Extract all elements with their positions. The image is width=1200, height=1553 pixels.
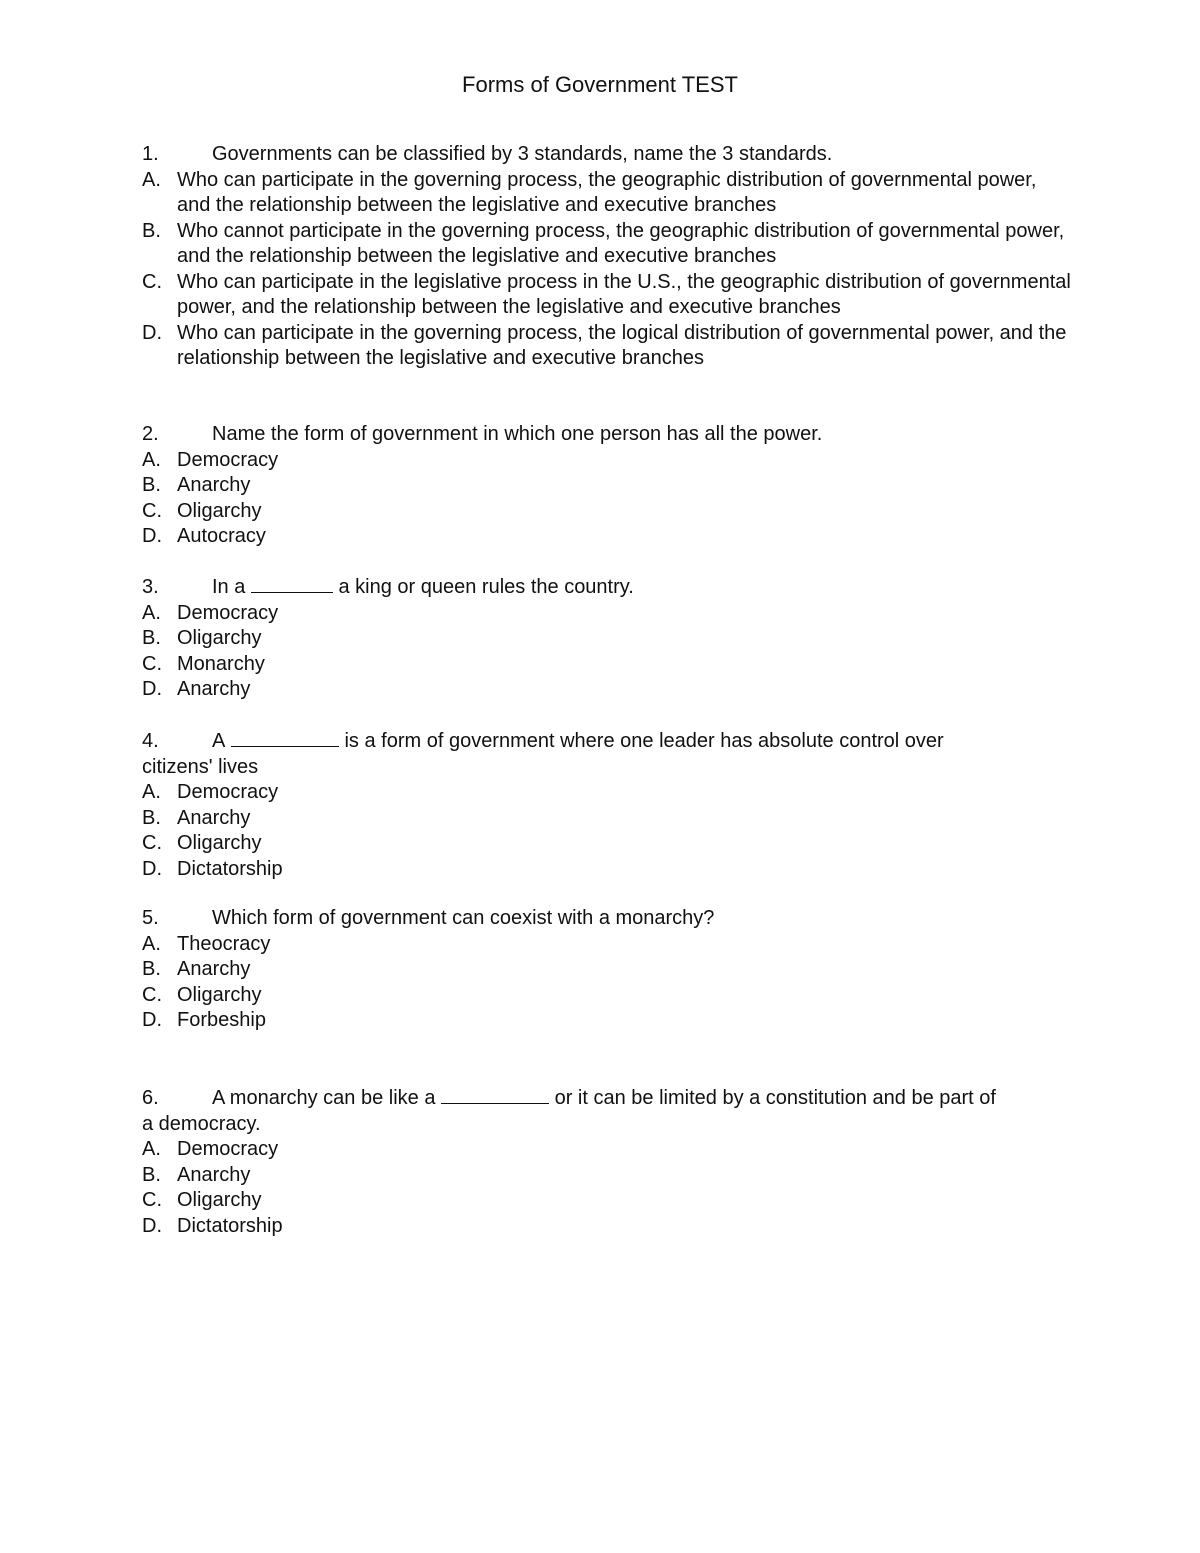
- question-text: Name the form of government in which one person has all the power.: [212, 423, 823, 445]
- option-text: Dictatorship: [177, 857, 283, 880]
- question-text-before: A monarchy can be like a: [212, 1087, 436, 1109]
- option-d[interactable]: [142, 1008, 1072, 1034]
- option-letter: B.: [142, 806, 161, 829]
- option-letter: C.: [142, 1189, 162, 1211]
- option-letter: A.: [142, 601, 161, 624]
- option-a[interactable]: [142, 168, 1072, 219]
- question-text: Which form of government can coexist with a monarchy?: [212, 907, 715, 929]
- option-d[interactable]: [142, 857, 1072, 883]
- option-letter: C.: [142, 832, 162, 854]
- question-text-after: is a form of government where one leader has absolute control over: [344, 730, 944, 752]
- option-c[interactable]: [142, 1188, 1072, 1214]
- question-number: 6.: [142, 1087, 159, 1109]
- option-text: Oligarchy: [177, 627, 262, 649]
- answer-blank[interactable]: [251, 575, 333, 593]
- option-text: Forbeship: [177, 1009, 266, 1031]
- question-4-prompt: [142, 729, 1072, 755]
- question-1: [142, 142, 1072, 372]
- option-text: Anarchy: [177, 1163, 251, 1186]
- option-b[interactable]: [142, 473, 1072, 499]
- option-a[interactable]: [142, 1137, 1072, 1163]
- question-number: 1.: [142, 143, 159, 165]
- question-text-before: In a: [212, 576, 246, 598]
- option-letter: B.: [142, 1163, 161, 1186]
- answer-blank[interactable]: [231, 729, 339, 747]
- question-6: [142, 1086, 1072, 1239]
- option-c[interactable]: [142, 983, 1072, 1009]
- question-text-after: a king or queen rules the country.: [338, 576, 634, 598]
- option-text: Oligarchy: [177, 499, 262, 522]
- option-c[interactable]: [142, 652, 1072, 678]
- option-letter: A.: [142, 168, 161, 191]
- option-letter: D.: [142, 1214, 162, 1237]
- option-letter: A.: [142, 781, 161, 803]
- option-a[interactable]: [142, 448, 1072, 474]
- option-letter: C.: [142, 270, 162, 293]
- question-3-prompt: [142, 575, 1072, 601]
- option-text: Oligarchy: [177, 1189, 262, 1211]
- option-letter: B.: [142, 474, 161, 496]
- answer-blank[interactable]: [441, 1086, 549, 1104]
- option-text: Democracy: [177, 601, 279, 624]
- option-text: Democracy: [177, 1138, 279, 1160]
- option-b[interactable]: [142, 626, 1072, 652]
- question-1-prompt: [142, 142, 1072, 168]
- option-letter: C.: [142, 983, 162, 1006]
- option-text: Autocracy: [177, 525, 266, 547]
- option-text: Who cannot participate in the governing process, the geographic distribution of governmental power, and the relationship between the legislative and executive branches: [177, 219, 1065, 267]
- question-continuation: citizens' lives: [142, 755, 259, 778]
- question-text: Governments can be classified by 3 standards, name the 3 standards.: [212, 143, 833, 165]
- option-letter: C.: [142, 499, 162, 522]
- option-text: Dictatorship: [177, 1214, 283, 1237]
- option-letter: D.: [142, 321, 162, 344]
- option-d[interactable]: [142, 321, 1072, 372]
- question-continuation: a democracy.: [142, 1112, 261, 1135]
- question-6-prompt: [142, 1086, 1072, 1112]
- option-text: Theocracy: [177, 932, 271, 955]
- option-text: Oligarchy: [177, 983, 262, 1006]
- option-d[interactable]: [142, 524, 1072, 550]
- question-3: [142, 575, 1072, 703]
- option-text: Oligarchy: [177, 832, 262, 854]
- question-text-after: or it can be limited by a constitution and be part of: [554, 1087, 996, 1109]
- option-letter: D.: [142, 857, 162, 880]
- question-number: 4.: [142, 730, 159, 752]
- option-letter: A.: [142, 1138, 161, 1160]
- option-a[interactable]: [142, 780, 1072, 806]
- option-c[interactable]: [142, 831, 1072, 857]
- option-text: Anarchy: [177, 678, 251, 700]
- option-b[interactable]: [142, 957, 1072, 983]
- question-text-before: A: [212, 730, 226, 752]
- option-b[interactable]: [142, 1163, 1072, 1189]
- option-d[interactable]: [142, 1214, 1072, 1240]
- option-text: Who can participate in the governing process, the logical distribution of governmental power, and the relationship between the legislative and executive branches: [177, 321, 1067, 369]
- question-5: [142, 906, 1072, 1034]
- option-text: Anarchy: [177, 474, 251, 496]
- question-number: 5.: [142, 907, 159, 929]
- question-number: 3.: [142, 576, 159, 598]
- document-title: Forms of Government TEST: [462, 72, 738, 97]
- option-letter: B.: [142, 627, 161, 649]
- option-c[interactable]: [142, 270, 1072, 321]
- option-text: Democracy: [177, 448, 279, 471]
- question-number: 2.: [142, 423, 159, 445]
- option-letter: D.: [142, 678, 162, 700]
- option-text: Monarchy: [177, 652, 265, 675]
- option-letter: B.: [142, 958, 161, 980]
- option-b[interactable]: [142, 219, 1072, 270]
- option-a[interactable]: [142, 601, 1072, 627]
- option-c[interactable]: [142, 499, 1072, 525]
- option-letter: A.: [142, 448, 161, 471]
- option-d[interactable]: [142, 677, 1072, 703]
- question-2: [142, 422, 1072, 550]
- option-letter: D.: [142, 1009, 162, 1031]
- option-text: Democracy: [177, 781, 279, 803]
- question-5-prompt: [142, 906, 1072, 932]
- option-text: Who can participate in the legislative process in the U.S., the geographic distribution of governmental power, and the relationship between the legislative and executive branches: [177, 270, 1071, 318]
- option-b[interactable]: [142, 806, 1072, 832]
- question-2-prompt: [142, 422, 1072, 448]
- option-letter: D.: [142, 525, 162, 547]
- question-4: [142, 729, 1072, 882]
- option-text: Who can participate in the governing process, the geographic distribution of governmental power, and the relationship between the legislative and executive branches: [177, 168, 1037, 216]
- option-letter: C.: [142, 652, 162, 675]
- option-text: Anarchy: [177, 806, 251, 829]
- option-text: Anarchy: [177, 958, 251, 980]
- option-letter: A.: [142, 932, 161, 955]
- option-letter: B.: [142, 219, 161, 242]
- option-a[interactable]: [142, 932, 1072, 958]
